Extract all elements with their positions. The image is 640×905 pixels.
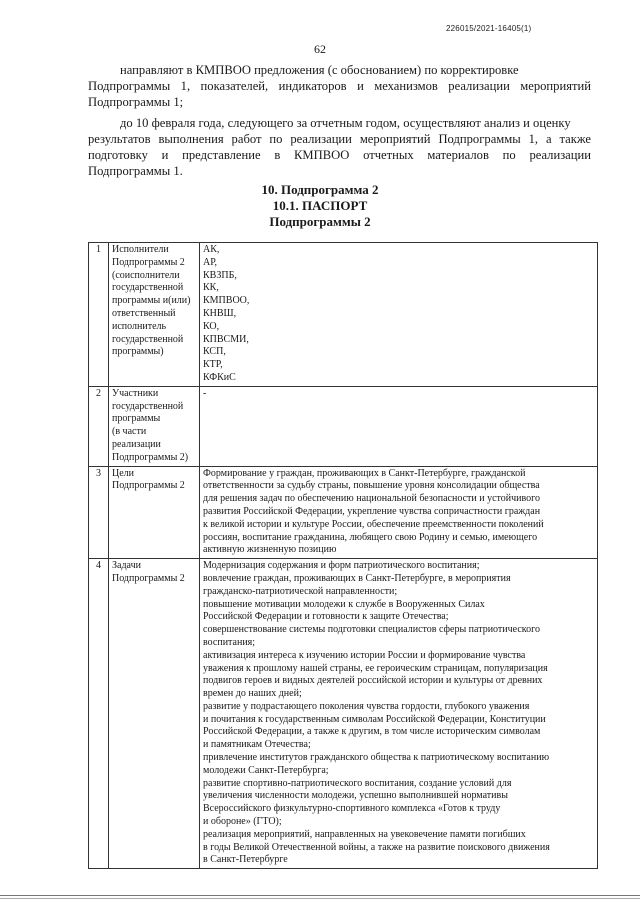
paragraph-1 <box>88 62 591 110</box>
label-line: программы <box>112 413 161 425</box>
row-value <box>200 559 598 869</box>
value-line: активизация интереса к изучению истории России и формирование чувства <box>203 649 526 661</box>
label-line: Подпрограммы 2 <box>112 480 185 492</box>
value-line: уважения к прошлому нашей страны, ее героическим страницам, популяризация <box>203 662 548 674</box>
value-line: активную жизненную позицию <box>203 544 337 556</box>
value-line: привлечение институтов гражданского общества к патриотическому воспитанию <box>203 752 550 764</box>
page-number: 62 <box>314 42 326 56</box>
document-registration-number: 226015/2021-16405(1) <box>446 24 532 33</box>
row-label <box>109 386 200 466</box>
label-line: Цели <box>112 467 135 479</box>
value-line: КПВСМИ, <box>203 333 249 345</box>
value-line: воспитания; <box>203 636 256 648</box>
label-line: Задачи <box>112 560 141 572</box>
value-line: АК, <box>203 244 220 255</box>
label-line: исполнитель <box>112 320 167 332</box>
label-line: Подпрограммы 2) <box>112 451 189 463</box>
label-line: государственной <box>112 333 184 345</box>
value-line: в годы Великой Отечественной войны, а также на развитие поискового движения <box>203 841 550 853</box>
paragraph-2 <box>88 115 591 179</box>
subsection-subtitle: Подпрограммы 2 <box>269 214 371 229</box>
row-label <box>109 466 200 559</box>
label-line: Участники <box>112 387 159 399</box>
value-line: молодежи Санкт-Петербурга; <box>203 764 329 776</box>
value-line: увеличения численности молодежи, успешно выполнившей нормативы <box>203 790 508 802</box>
paragraph-line: результатов выполнения работ по реализации мероприятий Подпрограммы 1, <box>88 132 539 146</box>
scan-edge-line <box>0 898 640 899</box>
value-line: развития Российской Федерации, укрепление чувства сопричастности граждан <box>203 505 541 517</box>
label-line: государственной <box>112 282 184 294</box>
label-line: государственной <box>112 400 184 412</box>
passport-table <box>88 242 598 869</box>
value-line: в Санкт-Петербурге <box>203 854 288 866</box>
value-line: ответственности за судьбу страны, повышение уровня консолидации общества <box>203 480 540 492</box>
label-line: Подпрограммы 2 <box>112 572 185 584</box>
label-line: ответственный <box>112 307 176 319</box>
value-line: КСП, <box>203 346 226 358</box>
label-line: Исполнители <box>112 244 169 255</box>
value-line: россиян, воспитание гражданина, любящего свою Родину и семью, имеющего <box>203 531 538 543</box>
table-row <box>89 559 598 869</box>
value-line: времен до наших дней; <box>203 688 302 700</box>
value-line: КМПВОО, <box>203 295 250 307</box>
value-line: Формирование у граждан, проживающих в Санкт-Петербурге, гражданской <box>203 467 526 479</box>
table-row <box>89 386 598 466</box>
value-line: - <box>203 387 207 399</box>
value-line: развитие спортивно-патриотического воспитания, создание условий для <box>203 777 512 789</box>
paragraph-line: Подпрограммы 1. <box>88 164 183 178</box>
paragraph-line: до 10 февраля года, следующего за отчетным годом, осуществляют анализ и оценку <box>120 116 571 130</box>
row-value <box>200 243 598 387</box>
value-line: развитие у подрастающего поколения чувства гордости, глубокого уважения <box>203 700 530 712</box>
value-line: подвигов героев и видных деятелей российской истории и культуры от древних <box>203 675 543 687</box>
label-line: реализации <box>112 438 161 450</box>
scan-edge-line <box>0 895 640 896</box>
row-label <box>109 243 200 387</box>
row-number: 4 <box>89 559 109 869</box>
paragraph-line: направляют в КМПВОО предложения (с обоснованием) по корректировке <box>120 63 519 77</box>
row-number: 3 <box>89 466 109 559</box>
value-line: и обороне» (ГТО); <box>203 816 282 828</box>
paragraph-line: Подпрограммы 1; <box>88 95 184 109</box>
value-line: КВЗПБ, <box>203 269 237 281</box>
value-line: Всероссийского физкультурно-спортивного комплекса «Готов к труду <box>203 803 501 815</box>
value-line: и памятникам Отечества; <box>203 739 311 751</box>
value-line: КК, <box>203 282 219 294</box>
value-line: гражданско-патриотической направленности; <box>203 585 398 597</box>
value-line: вовлечение граждан, проживающих в Санкт-Петербурге, в мероприятия <box>203 572 511 584</box>
label-line: (соисполнители <box>112 269 180 281</box>
value-line: и почитания к государственным символам Российской Федерации, Конституции <box>203 713 546 725</box>
table-row <box>89 243 598 387</box>
value-line: для решения задач по обеспечению национальной безопасности и устойчивого <box>203 493 541 505</box>
row-number: 2 <box>89 386 109 466</box>
row-number: 1 <box>89 243 109 387</box>
table-row <box>89 466 598 559</box>
value-line: КНВШ, <box>203 307 237 319</box>
value-line: Модернизация содержания и форм патриотического воспитания; <box>203 560 480 572</box>
row-value <box>200 386 598 466</box>
section-headings <box>0 182 640 230</box>
section-title: 10. Подпрограмма 2 <box>261 182 379 197</box>
row-value <box>200 466 598 559</box>
subsection-title: 10.1. ПАСПОРТ <box>272 198 368 213</box>
value-line: реализация мероприятий, направленных на увековечение памяти погибших <box>203 828 526 840</box>
value-line: КФКиС <box>203 371 236 383</box>
value-line: Российской Федерации и готовности к защите Отечества; <box>203 611 449 623</box>
paragraph-line: а также подготовку и представление в КМПВОО отчетных материалов по реализации <box>88 132 592 162</box>
paragraph-line: Подпрограммы 1, показателей, индикаторов и механизмов реализации мероприятий <box>88 79 591 93</box>
value-line: повышение мотивации молодежи к службе в Вооруженных Силах <box>203 598 485 610</box>
label-line: (в части <box>112 426 147 438</box>
value-line: КТР, <box>203 359 223 371</box>
value-line: Российской Федерации, а также к другим, в том числе историческим символам <box>203 726 541 738</box>
value-line: к великой истории и культуре России, обеспечение преемственности поколений <box>203 518 544 530</box>
value-line: АР, <box>203 256 218 268</box>
label-line: программы и(или) <box>112 295 191 307</box>
row-label <box>109 559 200 869</box>
value-line: КО, <box>203 320 220 332</box>
label-line: программы) <box>112 346 164 358</box>
value-line: совершенствование системы подготовки специалистов сферы патриотического <box>203 624 541 636</box>
label-line: Подпрограммы 2 <box>112 256 185 268</box>
